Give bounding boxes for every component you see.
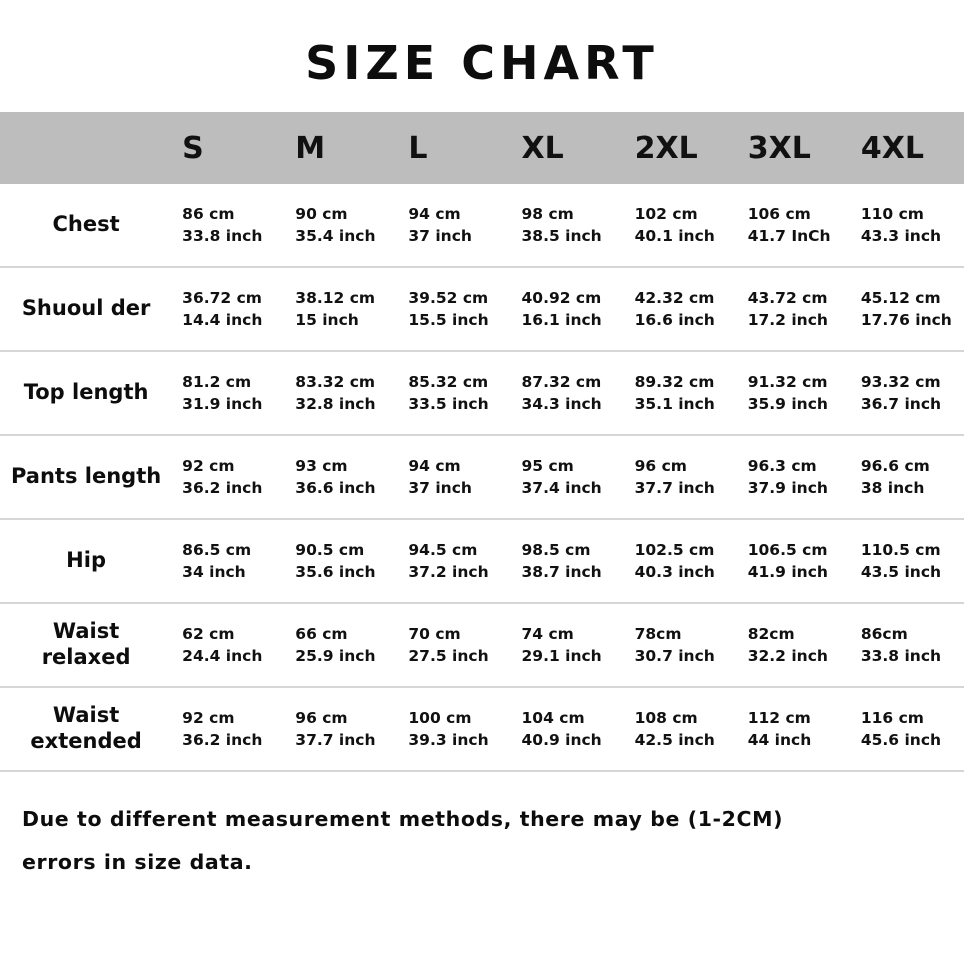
cell-value-cm: 81.2 cm	[182, 372, 252, 391]
table-row	[0, 603, 964, 687]
table-row	[0, 519, 964, 603]
cell-hip-s	[172, 519, 285, 603]
cell-pants-length-2xl	[625, 435, 738, 519]
cell-value-cm: 78cm	[634, 624, 682, 643]
cell-value-cm: 110 cm	[860, 204, 924, 223]
cell-value-inch: 38 inch	[860, 479, 925, 497]
cell-value-cm: 95 cm	[521, 456, 574, 475]
cell-top-length-s	[172, 351, 285, 435]
cell-value-inch: 15.5 inch	[408, 311, 489, 329]
cell-hip-l	[398, 519, 511, 603]
cell-waist-extended-l	[398, 687, 511, 771]
cell-value-cm: 94 cm	[408, 204, 461, 223]
cell-value-inch: 32.8 inch	[295, 395, 376, 413]
cell-value-cm: 42.32 cm	[634, 288, 715, 307]
cell-pants-length-l	[398, 435, 511, 519]
cell-pants-length-3xl	[738, 435, 851, 519]
cell-chest-m	[285, 184, 398, 267]
cell-value-inch: 41.9 inch	[747, 563, 828, 581]
cell-value-cm: 86.5 cm	[182, 540, 252, 559]
cell-waist-extended-4xl	[851, 687, 964, 771]
cell-value-inch: 30.7 inch	[634, 647, 715, 665]
cell-shoulder-3xl	[738, 267, 851, 351]
cell-value-cm: 86cm	[860, 624, 908, 643]
cell-hip-xl	[512, 519, 625, 603]
cell-value-cm: 82cm	[747, 624, 795, 643]
cell-value-cm: 102.5 cm	[634, 540, 715, 559]
note-line-1: Due to different measurement methods, there may be (1-2CM)	[22, 807, 784, 831]
cell-value-inch: 37.7 inch	[634, 479, 715, 497]
cell-value-inch: 14.4 inch	[182, 311, 263, 329]
column-header-l: L	[408, 130, 428, 166]
note-line-2: errors in size data.	[22, 850, 253, 875]
cell-top-length-l	[398, 351, 511, 435]
cell-value-cm: 74 cm	[521, 624, 574, 643]
cell-top-length-m	[285, 351, 398, 435]
cell-value-cm: 110.5 cm	[860, 540, 941, 559]
cell-waist-extended-2xl	[625, 687, 738, 771]
cell-value-cm: 112 cm	[747, 708, 811, 727]
cell-value-inch: 15 inch	[295, 311, 359, 329]
cell-value-cm: 62 cm	[182, 624, 235, 643]
cell-value-inch: 25.9 inch	[295, 647, 376, 665]
cell-waist-relaxed-3xl	[738, 603, 851, 687]
cell-value-cm: 43.72 cm	[747, 288, 828, 307]
cell-value-inch: 37.9 inch	[747, 479, 828, 497]
cell-value-inch: 37.4 inch	[521, 479, 602, 497]
table-row	[0, 435, 964, 519]
cell-chest-3xl	[738, 184, 851, 267]
cell-value-inch: 33.8 inch	[860, 647, 942, 665]
page-title: SIZE CHART	[305, 36, 659, 90]
cell-waist-relaxed-m	[285, 603, 398, 687]
cell-value-inch: 32.2 inch	[747, 647, 828, 665]
cell-value-inch: 36.2 inch	[182, 731, 263, 749]
cell-value-cm: 96.3 cm	[747, 456, 817, 475]
cell-value-cm: 83.32 cm	[295, 372, 376, 391]
cell-value-inch: 38.5 inch	[521, 227, 602, 245]
cell-value-cm: 94.5 cm	[408, 540, 478, 559]
cell-value-inch: 16.1 inch	[521, 311, 602, 329]
cell-value-inch: 33.8 inch	[182, 227, 263, 245]
table-corner-cell	[0, 112, 172, 184]
cell-value-cm: 36.72 cm	[182, 288, 262, 307]
row-label-chest: Chest	[52, 212, 120, 237]
cell-value-cm: 45.12 cm	[860, 288, 941, 307]
cell-value-inch: 36.7 inch	[860, 395, 942, 413]
row-label-waist-extended: Waist extended	[30, 703, 142, 753]
row-label-hip: Hip	[66, 548, 106, 573]
cell-chest-xl	[512, 184, 625, 267]
cell-pants-length-m	[285, 435, 398, 519]
cell-value-inch: 40.3 inch	[634, 563, 715, 581]
cell-top-length-xl	[512, 351, 625, 435]
cell-value-inch: 35.1 inch	[634, 395, 715, 413]
cell-value-cm: 38.12 cm	[295, 288, 376, 307]
row-label-pants-length: Pants length	[10, 464, 162, 489]
cell-value-cm: 92 cm	[182, 456, 235, 475]
cell-shoulder-2xl	[625, 267, 738, 351]
row-label-waist-relaxed: Waist relaxed	[41, 619, 131, 669]
cell-value-inch: 41.7 InCh	[747, 227, 831, 245]
cell-pants-length-xl	[512, 435, 625, 519]
size-chart-table	[0, 112, 964, 772]
cell-pants-length-s	[172, 435, 285, 519]
cell-value-cm: 108 cm	[634, 708, 698, 727]
column-header-3xl: 3XL	[747, 130, 811, 166]
cell-value-inch: 45.6 inch	[860, 731, 942, 749]
cell-value-inch: 29.1 inch	[521, 647, 602, 665]
table-body	[0, 184, 964, 771]
cell-top-length-3xl	[738, 351, 851, 435]
cell-value-cm: 98.5 cm	[521, 540, 591, 559]
table-header	[0, 112, 964, 184]
cell-value-inch: 16.6 inch	[634, 311, 715, 329]
cell-value-inch: 31.9 inch	[182, 395, 263, 413]
cell-value-inch: 34.3 inch	[521, 395, 602, 413]
column-header-m: M	[295, 130, 326, 166]
cell-value-inch: 40.1 inch	[634, 227, 715, 245]
cell-value-inch: 17.2 inch	[747, 311, 828, 329]
cell-waist-relaxed-l	[398, 603, 511, 687]
column-header-2xl: 2XL	[634, 130, 698, 166]
cell-value-inch: 38.7 inch	[521, 563, 602, 581]
cell-value-inch: 27.5 inch	[408, 647, 489, 665]
cell-waist-extended-m	[285, 687, 398, 771]
table-row	[0, 184, 964, 267]
cell-waist-relaxed-2xl	[625, 603, 738, 687]
cell-hip-m	[285, 519, 398, 603]
cell-value-cm: 66 cm	[295, 624, 348, 643]
cell-value-cm: 96 cm	[634, 456, 687, 475]
cell-value-cm: 94 cm	[408, 456, 461, 475]
cell-value-cm: 116 cm	[860, 708, 924, 727]
cell-chest-2xl	[625, 184, 738, 267]
cell-value-cm: 96 cm	[295, 708, 348, 727]
cell-value-cm: 40.92 cm	[521, 288, 602, 307]
column-header-4xl: 4XL	[860, 130, 924, 166]
table-row	[0, 351, 964, 435]
cell-value-cm: 100 cm	[408, 708, 472, 727]
cell-value-inch: 43.3 inch	[860, 227, 942, 245]
cell-value-cm: 98 cm	[521, 204, 574, 223]
cell-value-inch: 36.2 inch	[182, 479, 263, 497]
cell-value-inch: 39.3 inch	[408, 731, 489, 749]
cell-shoulder-s	[172, 267, 285, 351]
table-row	[0, 267, 964, 351]
cell-value-cm: 87.32 cm	[521, 372, 602, 391]
cell-shoulder-l	[398, 267, 511, 351]
cell-shoulder-xl	[512, 267, 625, 351]
cell-chest-l	[398, 184, 511, 267]
cell-hip-3xl	[738, 519, 851, 603]
cell-value-cm: 89.32 cm	[634, 372, 715, 391]
cell-value-cm: 70 cm	[408, 624, 461, 643]
cell-value-inch: 36.6 inch	[295, 479, 376, 497]
cell-waist-extended-s	[172, 687, 285, 771]
column-header-s: S	[182, 130, 204, 166]
cell-value-inch: 37.7 inch	[295, 731, 376, 749]
cell-value-cm: 85.32 cm	[408, 372, 489, 391]
cell-shoulder-4xl	[851, 267, 964, 351]
cell-chest-s	[172, 184, 285, 267]
cell-hip-4xl	[851, 519, 964, 603]
cell-top-length-2xl	[625, 351, 738, 435]
cell-value-inch: 35.9 inch	[747, 395, 828, 413]
cell-value-cm: 39.52 cm	[408, 288, 489, 307]
cell-value-inch: 33.5 inch	[408, 395, 489, 413]
header-row	[0, 112, 964, 184]
row-label-shoulder: Shuoul der	[21, 296, 151, 321]
measurement-note	[0, 772, 964, 884]
cell-chest-4xl	[851, 184, 964, 267]
column-header-xl: XL	[521, 130, 564, 166]
cell-value-cm: 91.32 cm	[747, 372, 828, 391]
cell-waist-extended-3xl	[738, 687, 851, 771]
cell-value-inch: 44 inch	[747, 731, 812, 749]
cell-value-cm: 93.32 cm	[860, 372, 941, 391]
cell-value-inch: 40.9 inch	[521, 731, 602, 749]
row-label-top-length: Top length	[23, 380, 149, 405]
cell-value-inch: 42.5 inch	[634, 731, 715, 749]
cell-value-inch: 35.4 inch	[295, 227, 376, 245]
cell-shoulder-m	[285, 267, 398, 351]
cell-pants-length-4xl	[851, 435, 964, 519]
cell-value-inch: 35.6 inch	[295, 563, 376, 581]
table-row	[0, 687, 964, 771]
cell-value-inch: 34 inch	[182, 563, 246, 581]
cell-value-cm: 96.6 cm	[860, 456, 930, 475]
cell-value-cm: 106 cm	[747, 204, 811, 223]
cell-value-cm: 106.5 cm	[747, 540, 828, 559]
cell-value-inch: 37.2 inch	[408, 563, 489, 581]
cell-value-inch: 24.4 inch	[182, 647, 263, 665]
cell-value-cm: 90 cm	[295, 204, 348, 223]
cell-waist-relaxed-s	[172, 603, 285, 687]
cell-hip-2xl	[625, 519, 738, 603]
cell-value-cm: 104 cm	[521, 708, 585, 727]
cell-waist-extended-xl	[512, 687, 625, 771]
cell-top-length-4xl	[851, 351, 964, 435]
cell-value-inch: 37 inch	[408, 227, 472, 245]
cell-waist-relaxed-xl	[512, 603, 625, 687]
cell-value-cm: 92 cm	[182, 708, 235, 727]
cell-value-inch: 43.5 inch	[860, 563, 942, 581]
cell-value-cm: 93 cm	[295, 456, 348, 475]
cell-value-cm: 102 cm	[634, 204, 698, 223]
cell-value-cm: 86 cm	[182, 204, 235, 223]
cell-value-inch: 37 inch	[408, 479, 472, 497]
cell-value-cm: 90.5 cm	[295, 540, 365, 559]
cell-value-inch: 17.76 inch	[860, 311, 952, 329]
cell-waist-relaxed-4xl	[851, 603, 964, 687]
